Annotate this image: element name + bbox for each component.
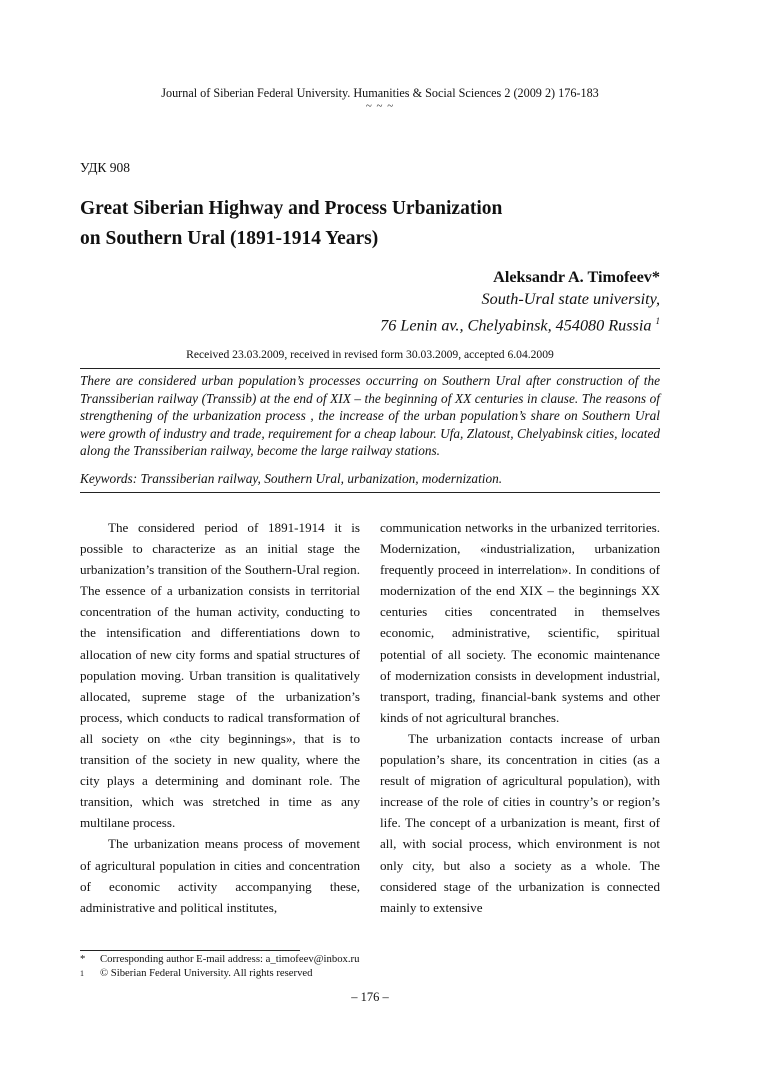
keywords: Keywords: Transsiberian railway, Southern Ural, urbanization, modernization. (80, 471, 503, 486)
abstract: There are considered urban population’s processes occurring on Southern Ural after construction of the Transsiberian railway (Transsib) at the end of XIX – the beginning of XX centuries in clause. The reasons of strengthening of the urbanization process , the increase of the urban population’s share on Southern Ural were growth of industry and trade, requirement for a cheap labour. Ufa, Zlatoust, Chelyabinsk cities, located along the Transsiberian railway, become the large railway stations. (80, 373, 660, 458)
page-number: – 176 – (351, 990, 389, 1004)
udk-code: УДК 908 (80, 160, 131, 175)
body-paragraph: communication networks in the urbanized territories. Modernization, «industrialization, urbanization frequently proceed in interrelation». In conditions of modernization of the end XIX – the beginnings XX centuries cities concentrated in themselves economic, administrative, scientific, spiritual potential of all society. The economic maintenance of modernization consists in development industrial, transport, trading, financial-bank systems and other kinds of not agricultural branches. (380, 520, 660, 725)
author-block (380, 266, 660, 336)
author-address (380, 310, 660, 336)
journal-header: Journal of Siberian Federal University. Humanities & Social Sciences 2 (2009 2) 176-183 (161, 86, 599, 100)
footnote (80, 953, 359, 967)
article-title (80, 194, 640, 254)
abstract-top-rule (80, 368, 660, 369)
footnote (80, 967, 359, 981)
body-column-left (80, 517, 360, 918)
header-ornament: ~ ~ ~ (365, 100, 395, 112)
author-address-text: 76 Lenin av., Chelyabinsk, 454080 Russia (380, 316, 652, 335)
body-column-right (380, 517, 660, 918)
abstract-bottom-rule (80, 492, 660, 493)
title-line-2: on Southern Ural (1891-1914 Years) (80, 228, 379, 249)
body-paragraph: The urbanization contacts increase of urban population’s share, its concentration in cities (as a result of migration of agricultural population), with increase of the role of cities in country’s or region’s life. The concept of a urbanization is meant, first of all, with social process, which environment is not only city, but also a society as a whole. The considered stage of the urbanization is connected mainly to extensive (380, 730, 660, 915)
author-name: Aleksandr A. Timofeev* (493, 268, 660, 286)
body-paragraph: The urbanization means process of movement of agricultural population in cities and concentration of economic activity accompanying these, administrative and political institutes, (80, 836, 360, 915)
footnote-mark: * (80, 953, 86, 965)
address-footnote-mark: 1 (655, 316, 660, 326)
received-dates: Received 23.03.2009, received in revised form 30.03.2009, accepted 6.04.2009 (186, 348, 554, 361)
title-line-1: Great Siberian Highway and Process Urbanization (80, 198, 503, 219)
body-paragraph: The considered period of 1891-1914 it is possible to characterize as an initial stage the urbanization’s transition of the Southern-Ural region. The essence of a urbanization consists in territorial concentration of the human activity, conducting to the intensification and differentiations down to allocation of new city forms and spatial structures of population moving. Urban transition is qualitatively allocated, supreme stage of the urbanization’s process, which conducts to radical transformation of all society on «the city beginnings», that is to transition of the society in new quality, where the city plays a determining and dominant role. The transition, which was stretched in time as any multilane process. (80, 520, 360, 831)
footnote-text: © Siberian Federal University. All rights reserved (100, 966, 313, 979)
author-affiliation: South-Ural state university, (481, 290, 660, 308)
footnotes (80, 953, 359, 980)
footnote-text: Corresponding author E-mail address: a_timofeev@inbox.ru (100, 953, 360, 965)
footnote-mark: 1 (80, 968, 84, 978)
footnote-rule (80, 950, 300, 951)
